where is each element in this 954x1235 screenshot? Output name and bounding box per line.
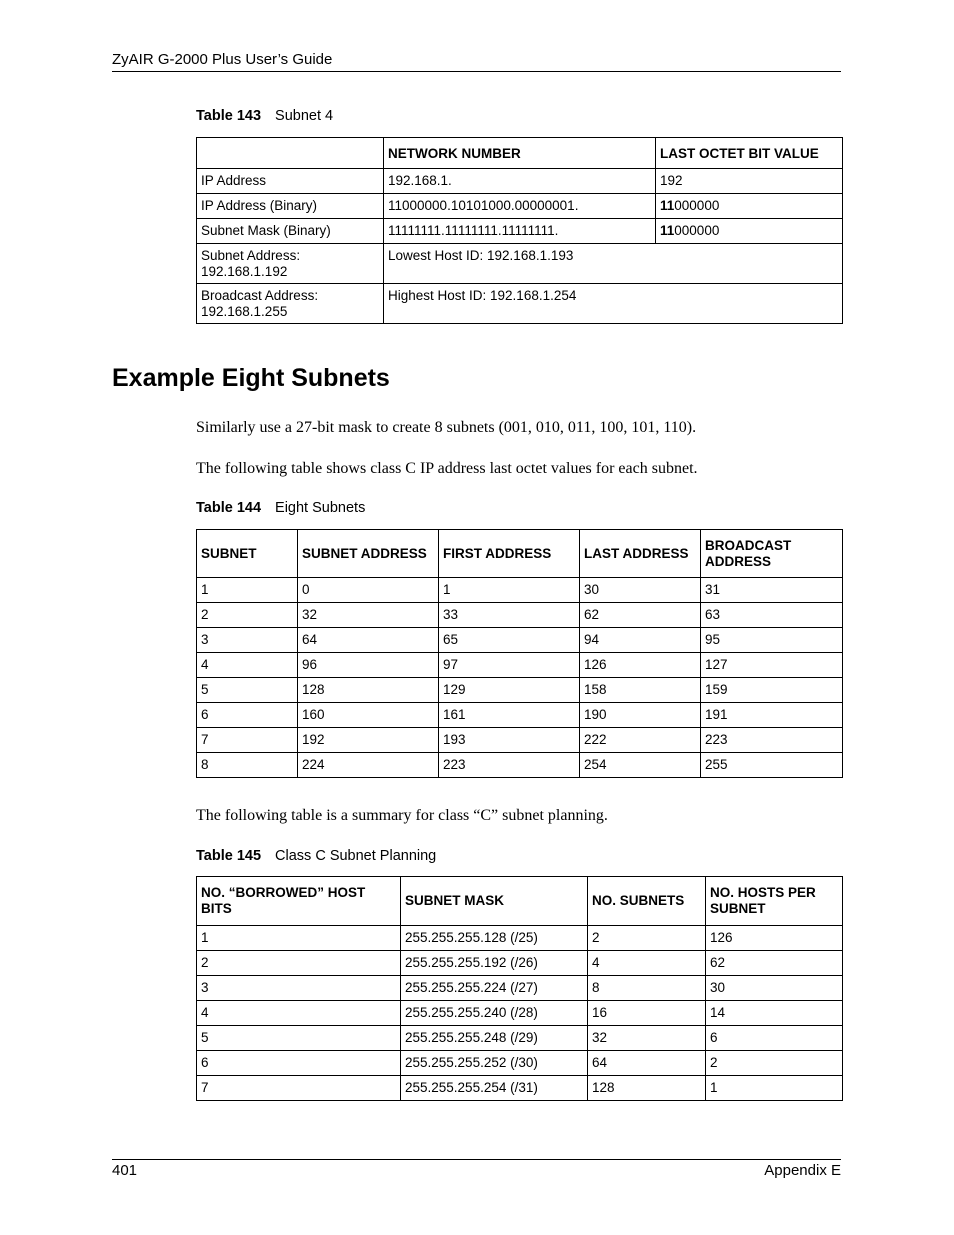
table-cell: 94 bbox=[580, 628, 701, 653]
table-cell: 2 bbox=[706, 1051, 843, 1076]
table-cell: 96 bbox=[298, 653, 439, 678]
table-row bbox=[197, 1076, 843, 1101]
table-header-row bbox=[197, 530, 843, 578]
table-cell: 192 bbox=[656, 169, 843, 194]
table-row bbox=[197, 653, 843, 678]
table-eight-subnets bbox=[196, 529, 843, 778]
footer-section: Appendix E bbox=[764, 1162, 841, 1179]
table-row bbox=[197, 603, 843, 628]
table-row bbox=[197, 678, 843, 703]
table-cell: 7 bbox=[197, 1076, 401, 1101]
table-cell: 63 bbox=[701, 603, 843, 628]
table-cell: 190 bbox=[580, 703, 701, 728]
table-cell: 255.255.255.248 (/29) bbox=[401, 1026, 588, 1051]
table-cell: 255.255.255.224 (/27) bbox=[401, 976, 588, 1001]
table-145-label: Table 145 bbox=[196, 848, 262, 864]
table-cell: 255.255.255.240 (/28) bbox=[401, 1001, 588, 1026]
table-header-cell bbox=[197, 138, 384, 169]
table-cell: 222 bbox=[580, 728, 701, 753]
table-row bbox=[197, 976, 843, 1001]
table-header-cell: NETWORK NUMBER bbox=[384, 138, 656, 169]
table-143-caption bbox=[196, 108, 333, 124]
table-cell: 4 bbox=[197, 1001, 401, 1026]
table-row bbox=[197, 1001, 843, 1026]
table-header-cell: LAST ADDRESS bbox=[580, 530, 701, 578]
table-cell: 3 bbox=[197, 976, 401, 1001]
table-cell bbox=[197, 284, 384, 324]
table-cell: 2 bbox=[197, 951, 401, 976]
table-header-cell: FIRST ADDRESS bbox=[439, 530, 580, 578]
table-row bbox=[197, 219, 843, 244]
table-cell: 32 bbox=[588, 1026, 706, 1051]
table-cell: 6 bbox=[706, 1026, 843, 1051]
table-row bbox=[197, 194, 843, 219]
table-header-cell: LAST OCTET BIT VALUE bbox=[656, 138, 843, 169]
table-cell: 191 bbox=[701, 703, 843, 728]
table-cell: 127 bbox=[701, 653, 843, 678]
table-cell: 1 bbox=[706, 1076, 843, 1101]
table-cell: 95 bbox=[701, 628, 843, 653]
table-cell: Subnet Mask (Binary) bbox=[197, 219, 384, 244]
table-class-c-subnet-planning bbox=[196, 876, 843, 1101]
table-cell: 193 bbox=[439, 728, 580, 753]
table-cell: 32 bbox=[298, 603, 439, 628]
paragraph: The following table is a summary for class “C” subnet planning. bbox=[196, 807, 608, 824]
table-cell: 224 bbox=[298, 753, 439, 778]
table-cell: 255.255.255.192 (/26) bbox=[401, 951, 588, 976]
table-cell: 65 bbox=[439, 628, 580, 653]
table-cell: 158 bbox=[580, 678, 701, 703]
table-cell: 33 bbox=[439, 603, 580, 628]
table-cell: 8 bbox=[588, 976, 706, 1001]
table-cell: 64 bbox=[588, 1051, 706, 1076]
table-row bbox=[197, 578, 843, 603]
table-cell: 1 bbox=[197, 578, 298, 603]
table-row bbox=[197, 951, 843, 976]
table-cell: 126 bbox=[580, 653, 701, 678]
table-cell: 3 bbox=[197, 628, 298, 653]
table-cell: Highest Host ID: 192.168.1.254 bbox=[384, 284, 843, 324]
table-144-label: Table 144 bbox=[196, 500, 262, 516]
table-cell: 1 bbox=[197, 926, 401, 951]
table-cell: 255.255.255.254 (/31) bbox=[401, 1076, 588, 1101]
table-header-cell: SUBNET MASK bbox=[401, 877, 588, 926]
table-row bbox=[197, 728, 843, 753]
table-header-cell: NO. HOSTS PER SUBNET bbox=[706, 877, 843, 926]
table-cell: 14 bbox=[706, 1001, 843, 1026]
table-cell: 5 bbox=[197, 678, 298, 703]
table-cell: 255 bbox=[701, 753, 843, 778]
table-cell: 159 bbox=[701, 678, 843, 703]
table-cell: 126 bbox=[706, 926, 843, 951]
table-subnet-4 bbox=[196, 137, 843, 324]
table-cell: 16 bbox=[588, 1001, 706, 1026]
table-row bbox=[197, 169, 843, 194]
bit-value-bold: 11 bbox=[660, 198, 675, 213]
footer-rule bbox=[112, 1159, 841, 1160]
table-cell: 255.255.255.252 (/30) bbox=[401, 1051, 588, 1076]
table-cell: 11111111.11111111.11111111. bbox=[384, 219, 656, 244]
table-cell: 4 bbox=[588, 951, 706, 976]
cell-line: 192.168.1.192 bbox=[201, 264, 288, 279]
table-row bbox=[197, 703, 843, 728]
table-cell: 30 bbox=[580, 578, 701, 603]
table-cell: 31 bbox=[701, 578, 843, 603]
table-cell: 223 bbox=[701, 728, 843, 753]
table-body bbox=[197, 926, 843, 1101]
table-cell: 223 bbox=[439, 753, 580, 778]
table-header-cell: SUBNET bbox=[197, 530, 298, 578]
table-cell: IP Address bbox=[197, 169, 384, 194]
table-144-caption bbox=[196, 500, 365, 516]
table-header-row bbox=[197, 138, 843, 169]
table-row bbox=[197, 628, 843, 653]
table-header-cell: SUBNET ADDRESS bbox=[298, 530, 439, 578]
table-header-row bbox=[197, 877, 843, 926]
table-cell: 0 bbox=[298, 578, 439, 603]
table-cell: 128 bbox=[298, 678, 439, 703]
table-header-cell: BROADCAST ADDRESS bbox=[701, 530, 843, 578]
table-cell: 62 bbox=[580, 603, 701, 628]
table-145-caption bbox=[196, 848, 436, 864]
cell-line: Subnet Address: bbox=[201, 248, 301, 263]
page-header-title: ZyAIR G-2000 Plus User’s Guide bbox=[112, 51, 333, 68]
table-cell bbox=[656, 194, 843, 219]
table-row bbox=[197, 244, 843, 284]
table-cell: 4 bbox=[197, 653, 298, 678]
table-cell: 7 bbox=[197, 728, 298, 753]
table-cell bbox=[197, 244, 384, 284]
table-cell: 2 bbox=[588, 926, 706, 951]
table-cell: 6 bbox=[197, 703, 298, 728]
cell-line: Broadcast Address: bbox=[201, 288, 319, 303]
table-cell bbox=[656, 219, 843, 244]
table-144-title: Eight Subnets bbox=[275, 500, 366, 516]
table-cell: 8 bbox=[197, 753, 298, 778]
table-row bbox=[197, 1051, 843, 1076]
table-cell: 129 bbox=[439, 678, 580, 703]
table-cell: 255.255.255.128 (/25) bbox=[401, 926, 588, 951]
table-cell: 161 bbox=[439, 703, 580, 728]
table-cell: 5 bbox=[197, 1026, 401, 1051]
table-145-title: Class C Subnet Planning bbox=[275, 848, 437, 864]
table-cell: 160 bbox=[298, 703, 439, 728]
table-143-label: Table 143 bbox=[196, 108, 262, 124]
table-cell: 97 bbox=[439, 653, 580, 678]
table-cell: 128 bbox=[588, 1076, 706, 1101]
table-row bbox=[197, 926, 843, 951]
table-143-title: Subnet 4 bbox=[275, 108, 334, 124]
bit-value-rest: 000000 bbox=[674, 198, 720, 213]
table-cell: 6 bbox=[197, 1051, 401, 1076]
table-cell: 1 bbox=[439, 578, 580, 603]
paragraph: Similarly use a 27-bit mask to create 8 subnets (001, 010, 011, 100, 101, 110). bbox=[196, 419, 697, 436]
section-heading: Example Eight Subnets bbox=[112, 364, 390, 392]
table-cell: 62 bbox=[706, 951, 843, 976]
table-cell: IP Address (Binary) bbox=[197, 194, 384, 219]
table-body bbox=[197, 578, 843, 778]
table-cell: 30 bbox=[706, 976, 843, 1001]
table-header-cell: NO. “BORROWED” HOST BITS bbox=[197, 877, 401, 926]
table-row bbox=[197, 1026, 843, 1051]
paragraph: The following table shows class C IP address last octet values for each subnet. bbox=[196, 460, 698, 477]
table-header-cell: NO. SUBNETS bbox=[588, 877, 706, 926]
bit-value-bold: 11 bbox=[660, 223, 675, 238]
table-cell: 11000000.10101000.00000001. bbox=[384, 194, 656, 219]
table-row bbox=[197, 753, 843, 778]
cell-line: 192.168.1.255 bbox=[201, 304, 288, 319]
header-rule bbox=[112, 71, 841, 72]
table-cell: 254 bbox=[580, 753, 701, 778]
table-cell: Lowest Host ID: 192.168.1.193 bbox=[384, 244, 843, 284]
table-cell: 2 bbox=[197, 603, 298, 628]
page-number: 401 bbox=[112, 1162, 138, 1179]
table-cell: 64 bbox=[298, 628, 439, 653]
bit-value-rest: 000000 bbox=[674, 223, 720, 238]
table-row bbox=[197, 284, 843, 324]
table-cell: 192.168.1. bbox=[384, 169, 656, 194]
table-cell: 192 bbox=[298, 728, 439, 753]
